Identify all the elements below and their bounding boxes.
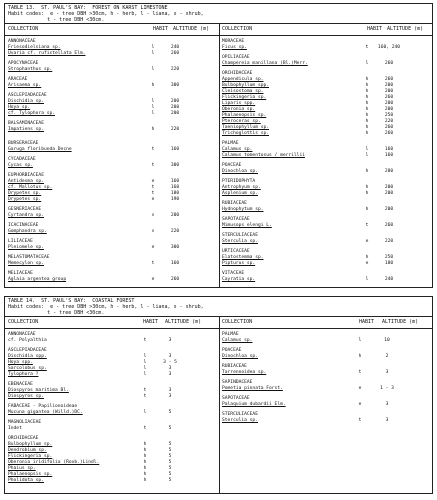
habit-code: l — [143, 410, 147, 415]
family-name: ASCLEPIADACEAE — [8, 348, 47, 353]
habit-code: h — [365, 89, 369, 94]
habit-code: h — [143, 454, 147, 459]
family-name: SAPINDACEAE — [222, 380, 253, 385]
habit-code: t — [151, 261, 155, 266]
header-altitude: ALTITUDE (m) — [173, 26, 210, 32]
altitude-value: 5 — [168, 478, 172, 483]
species-row — [5, 410, 219, 416]
habit-codes-line-1: Habit codes: e - tree DBH >30cm, h - herb, l - liana, s - shrub, — [8, 304, 204, 310]
habit-code: t — [143, 394, 147, 399]
altitude-value: 3 — [168, 388, 172, 393]
altitude-value: 260 — [384, 77, 394, 82]
species-name: Calamus sp. — [222, 147, 253, 152]
species-name: Mimusops elengi L. — [222, 223, 272, 228]
species-row — [5, 51, 219, 57]
altitude-value: 180 — [384, 261, 394, 266]
family-name: CYCADACEAE — [8, 157, 36, 162]
family-name: STERCULIACEAE — [222, 233, 258, 238]
habit-code: h — [365, 77, 369, 82]
species-name: Palaquium dubardii Elm. — [222, 402, 286, 407]
species-name: Sarcolobus sp. — [8, 366, 47, 371]
species-row — [5, 372, 219, 378]
species-name: Uvaria cf. rufistellata Elm. — [8, 51, 86, 56]
family-name: ANNONACEAE — [8, 39, 36, 44]
species-row — [219, 45, 432, 51]
family-name: FABACEAE - Papilionoideae — [8, 404, 78, 409]
altitude-value: 260 — [384, 61, 394, 66]
header-collection: COLLECTION — [8, 26, 39, 32]
species-row — [219, 61, 432, 67]
habit-code: h — [365, 95, 369, 100]
column-header — [5, 317, 219, 329]
habit-code: t — [358, 370, 362, 375]
altitude-value: 200 — [384, 185, 394, 190]
family-name: BURSERACEAE — [8, 141, 39, 146]
habit-codes-line-1: Habit codes: e - tree DBH >30cm, h - herb, l - liana, s - shrub, — [8, 11, 204, 17]
habit-code: h — [365, 83, 369, 88]
header-habit: HABIT — [153, 26, 169, 32]
habit-code: s — [151, 213, 155, 218]
altitude-value: 5 — [168, 410, 172, 415]
altitude-value: 5 — [168, 466, 172, 471]
species-row — [219, 386, 432, 392]
habit-code: e — [151, 197, 155, 202]
habit-code: s — [151, 229, 155, 234]
habit-code: h — [365, 255, 369, 260]
habit-code: l — [365, 61, 369, 66]
species-name: Antidesma sp. — [8, 179, 44, 184]
species-name: Pteroceras sp. — [222, 119, 261, 124]
family-name: GESNERIACEAE — [8, 207, 42, 212]
species-name: Dischidia sp. — [8, 99, 44, 104]
habit-code: h — [143, 448, 147, 453]
species-name: Bulbophyllum sp. — [8, 442, 53, 447]
habit-code: h — [143, 442, 147, 447]
habit-code: e — [365, 239, 369, 244]
habit-code: t — [151, 191, 155, 196]
species-row — [5, 478, 219, 484]
habit-code: h — [143, 460, 147, 465]
species-name: Elatostemma sp. — [222, 255, 264, 260]
species-name: Calamus tomentosus / merrillii — [222, 153, 305, 158]
family-name: OPILIACEAE — [222, 55, 250, 60]
species-name: Tarrennoidea sp. — [222, 370, 267, 375]
species-name: Mucuna gigantea (Willd.)DC. — [8, 410, 83, 415]
habit-code: h — [365, 125, 369, 130]
habit-code: e — [151, 245, 155, 250]
habit-code: l — [151, 51, 155, 56]
habit-code: l — [151, 105, 155, 110]
family-name: URTICACEAE — [222, 249, 250, 254]
altitude-value: 300 — [170, 83, 180, 88]
species-name: cf. Polyalthia — [8, 338, 47, 343]
habit-code: t — [143, 338, 147, 343]
species-name: Ficus sp. — [222, 45, 247, 50]
habit-codes-line-2: t - tree DBH <30cm. — [8, 17, 105, 23]
habit-code: t — [358, 418, 362, 423]
species-name: Indet — [8, 426, 22, 431]
habit-code: l — [365, 147, 369, 152]
species-name: Hoya spp. — [8, 360, 33, 365]
habit-code: l — [143, 372, 147, 377]
altitude-value: 200 — [170, 99, 180, 104]
altitude-value: 200 — [170, 105, 180, 110]
altitude-value: 300 — [170, 245, 180, 250]
species-name: Oberonia sp. — [222, 107, 256, 112]
species-name: Pleiomele sp. — [8, 245, 44, 250]
habit-code: h — [365, 107, 369, 112]
species-name: Oberonia iridifolia (Roxb.)Lindl. — [8, 460, 100, 465]
altitude-value: 260 — [384, 223, 394, 228]
species-row — [5, 127, 219, 133]
habit-code: l — [143, 360, 147, 365]
altitude-value: 180 — [170, 191, 180, 196]
altitude-value: 220 — [170, 127, 180, 132]
species-name: Drypetes sp. — [8, 197, 42, 202]
species-name: Diospyros maritima Bl. — [8, 388, 69, 393]
altitude-value: 200 — [384, 207, 394, 212]
altitude-value: 10 — [384, 338, 390, 343]
species-row — [219, 191, 432, 197]
habit-code: l — [151, 67, 155, 72]
family-name: ORCHIDACEAE — [222, 71, 253, 76]
species-name: Bulbophyllum spp. — [222, 83, 270, 88]
altitude-value: 220 — [384, 119, 394, 124]
species-name: cf. Tylophora sp. — [8, 111, 56, 116]
species-row — [219, 239, 432, 245]
habit-code: h — [365, 113, 369, 118]
species-name: Cyrtandra sp. — [8, 213, 44, 218]
species-row — [219, 402, 432, 408]
altitude-value: 160, 240 — [377, 45, 401, 50]
altitude-value: 1 - 3 — [380, 386, 394, 391]
species-name: Memecylon sp. — [8, 261, 44, 266]
table-14 — [4, 296, 433, 494]
species-row — [5, 197, 219, 203]
family-name: STERCULIACEAE — [222, 412, 258, 417]
altitude-value: 5 — [168, 454, 172, 459]
species-row — [219, 277, 432, 283]
altitude-value: 3 - 5 — [163, 360, 177, 365]
family-name: SAPOTACEAE — [222, 217, 250, 222]
altitude-value: 3 — [385, 402, 389, 407]
altitude-value: 5 — [168, 472, 172, 477]
habit-code: h — [143, 466, 147, 471]
species-name: Hydnophytum sp. — [222, 207, 264, 212]
species-name: Cayratia sp. — [222, 277, 256, 282]
right-column — [219, 317, 432, 493]
altitude-value: 160 — [384, 153, 394, 158]
habit-code: t — [151, 185, 155, 190]
habit-code: e — [365, 261, 369, 266]
altitude-value: 5 — [168, 448, 172, 453]
family-name: RUBIACEAE — [222, 201, 247, 206]
species-row — [219, 207, 432, 213]
species-name: Sterculia sp. — [222, 418, 258, 423]
habit-codes-line-2: t - tree DBH <30cm. — [8, 310, 105, 316]
family-name: APOCYNACEAE — [8, 61, 39, 66]
header-collection: COLLECTION — [8, 319, 39, 325]
species-row — [5, 426, 219, 432]
column-header — [219, 24, 432, 36]
family-name: MORACEAE — [222, 39, 245, 44]
altitude-value: 160 — [170, 185, 180, 190]
altitude-value: 260 — [384, 125, 394, 130]
family-name: PTERIDOPHYTA — [222, 179, 256, 184]
altitude-value: 5 — [168, 460, 172, 465]
species-row — [5, 111, 219, 117]
species-name: Pipturus sp. — [222, 261, 256, 266]
family-name: EUPHORBIACEAE — [8, 173, 44, 178]
species-name: Diospyros sp. — [8, 394, 44, 399]
species-row — [219, 338, 432, 344]
species-row — [219, 370, 432, 376]
species-row — [219, 131, 432, 137]
species-row — [5, 147, 219, 153]
species-row — [5, 338, 219, 344]
species-name: Trichoglottis sp. — [222, 131, 270, 136]
family-name: SAPOTACEAE — [222, 396, 250, 401]
altitude-value: 250 — [384, 113, 394, 118]
habit-code: h — [365, 185, 369, 190]
species-row — [219, 418, 432, 424]
header-altitude: ALTITUDE (m) — [382, 319, 419, 325]
altitude-value: 200 — [384, 191, 394, 196]
family-name: MELIACEAE — [8, 271, 33, 276]
family-name: POACEAE — [222, 348, 242, 353]
altitude-value: 200 — [170, 213, 180, 218]
altitude-value: 3 — [168, 366, 172, 371]
species-name: Drypetes sp. — [8, 191, 42, 196]
altitude-value: 3 — [168, 338, 172, 343]
family-name: LILIACEAE — [8, 239, 33, 244]
altitude-value: 160 — [170, 179, 180, 184]
altitude-value: 200 — [170, 111, 180, 116]
species-name: Antrophyum sp. — [222, 185, 261, 190]
species-name: Dendrobium sp. — [8, 448, 47, 453]
species-name: Champereia manillana (Bl.)Merr. — [222, 61, 308, 66]
family-name: MELASTOMATACEAE — [8, 255, 50, 260]
habit-code: h — [151, 83, 155, 88]
altitude-value: 220 — [384, 239, 394, 244]
family-name: POACEAE — [222, 163, 242, 168]
left-column — [5, 24, 220, 287]
species-row — [219, 354, 432, 360]
species-row — [5, 163, 219, 169]
family-name: ANNONACEAE — [8, 332, 36, 337]
habit-code: l — [151, 45, 155, 50]
family-name: MAGNOLIACEAE — [8, 420, 42, 425]
habit-code: t — [143, 426, 147, 431]
species-row — [219, 153, 432, 159]
species-name: Asplenium sp. — [222, 191, 258, 196]
species-row — [5, 213, 219, 219]
species-name: Strophanthus sp. — [8, 67, 53, 72]
species-name: Cleisostoma sp. — [222, 89, 264, 94]
species-row — [5, 245, 219, 251]
species-row — [219, 169, 432, 175]
species-row — [5, 229, 219, 235]
altitude-value: 160 — [170, 147, 180, 152]
right-column — [219, 24, 432, 287]
habit-code: e — [358, 402, 362, 407]
species-name: Aglaia argentea group — [8, 277, 67, 282]
species-name: Appendicula sp. — [222, 77, 264, 82]
altitude-value: 200 — [384, 107, 394, 112]
species-name: Flickingeria sp. — [8, 454, 53, 459]
altitude-value: 200 — [384, 83, 394, 88]
altitude-value: 3 — [385, 370, 389, 375]
table-caption — [5, 4, 432, 24]
habit-code: e — [151, 277, 155, 282]
habit-code: h — [365, 207, 369, 212]
habit-code: h — [365, 101, 369, 106]
species-name: Hoya sp. — [8, 105, 31, 110]
column-header — [219, 317, 432, 329]
table-caption — [5, 297, 432, 317]
altitude-value: 220 — [170, 229, 180, 234]
header-collection: COLLECTION — [222, 26, 253, 32]
altitude-value: 3 — [385, 418, 389, 423]
species-name: Tylophora ? — [8, 372, 39, 377]
species-name: Garuga floribunda Decne — [8, 147, 72, 152]
header-altitude: ALTITUDE (m) — [387, 26, 424, 32]
altitude-value: 2 — [385, 354, 389, 359]
habit-code: h — [151, 127, 155, 132]
habit-code: h — [143, 472, 147, 477]
altitude-value: 260 — [170, 277, 180, 282]
species-name: Calamus sp. — [222, 338, 253, 343]
altitude-value: 240 — [170, 45, 180, 50]
species-name: cf. Mallotus sp. — [8, 185, 53, 190]
habit-code: t — [151, 163, 155, 168]
family-name: EBENACEAE — [8, 382, 33, 387]
table-title: TABLE 14. ST. PAUL'S BAY: COASTAL FOREST — [8, 298, 135, 304]
species-name: Cycas sp. — [8, 163, 33, 168]
species-row — [5, 261, 219, 267]
altitude-value: 190 — [170, 197, 180, 202]
table-title: TABLE 13. ST. PAUL'S BAY: FOREST ON KARST LIMESTONE — [8, 5, 168, 11]
habit-code: e — [151, 179, 155, 184]
habit-code: l — [143, 366, 147, 371]
altitude-value: 5 — [168, 426, 172, 431]
header-altitude: ALTITUDE (m) — [165, 319, 202, 325]
species-name: Liparis spp. — [222, 101, 256, 106]
altitude-value: 260 — [170, 51, 180, 56]
header-habit: HABIT — [367, 26, 383, 32]
species-name: Pholidota sp. — [8, 478, 44, 483]
habit-code: t — [151, 147, 155, 152]
altitude-value: 3 — [168, 394, 172, 399]
column-header — [5, 24, 219, 36]
header-habit: HABIT — [359, 319, 375, 325]
left-column — [5, 317, 220, 493]
species-name: Pometia pinnata Forst. — [222, 386, 283, 391]
header-collection: COLLECTION — [222, 319, 253, 325]
species-row — [5, 67, 219, 73]
family-name: RUBIACEAE — [222, 364, 247, 369]
table-13 — [4, 3, 433, 288]
altitude-value: 250 — [384, 255, 394, 260]
species-name: Friesodielsiana sp. — [8, 45, 61, 50]
species-name: Impatiens sp. — [8, 127, 44, 132]
family-name: ARACEAE — [8, 77, 28, 82]
family-name: ASCLEPIADACEAE — [8, 93, 47, 98]
altitude-value: 240 — [384, 277, 394, 282]
header-habit: HABIT — [143, 319, 159, 325]
altitude-value: 220 — [170, 67, 180, 72]
family-name: ORCHIDACEAE — [8, 436, 39, 441]
habit-code: t — [365, 45, 369, 50]
habit-code: l — [365, 277, 369, 282]
altitude-value: 3 — [168, 372, 172, 377]
altitude-value: 3 — [168, 354, 172, 359]
altitude-value: 200 — [384, 89, 394, 94]
species-name: Dischidia spp. — [8, 354, 47, 359]
species-row — [5, 277, 219, 283]
habit-code: l — [143, 354, 147, 359]
altitude-value: 200 — [384, 101, 394, 106]
family-name: VITACEAE — [222, 271, 245, 276]
habit-code: e — [358, 386, 362, 391]
habit-code: t — [143, 388, 147, 393]
species-name: Taeniophyllum sp. — [222, 125, 270, 130]
habit-code: l — [365, 153, 369, 158]
habit-code: h — [365, 131, 369, 136]
family-name: PALMAE — [222, 141, 239, 146]
family-name: PALMAE — [222, 332, 239, 337]
altitude-value: 160 — [384, 147, 394, 152]
species-name: Sterculia sp. — [222, 239, 258, 244]
species-name: Phalaenopsis sp. — [222, 113, 267, 118]
family-name: ICACINACEAE — [8, 223, 39, 228]
habit-code: l — [358, 338, 362, 343]
altitude-value: 260 — [384, 95, 394, 100]
habit-code: h — [143, 478, 147, 483]
species-row — [219, 223, 432, 229]
habit-code: h — [365, 169, 369, 174]
altitude-value: 5 — [168, 442, 172, 447]
altitude-value: 160 — [170, 261, 180, 266]
species-name: Phalaenopsis sp. — [8, 472, 53, 477]
species-name: Phaius sp. — [8, 466, 36, 471]
altitude-value: 280 — [384, 169, 394, 174]
species-name: Arisaema sp. — [8, 83, 42, 88]
altitude-value: 260 — [384, 131, 394, 136]
habit-code: h — [365, 119, 369, 124]
habit-code: h — [365, 191, 369, 196]
altitude-value: 300 — [170, 163, 180, 168]
species-row — [5, 394, 219, 400]
species-row — [219, 261, 432, 267]
species-name: Gomphandra sp. — [8, 229, 47, 234]
family-name: BALSAMINACEAE — [8, 121, 44, 126]
species-name: Dinochloa sp. — [222, 354, 258, 359]
species-row — [5, 83, 219, 89]
habit-code: h — [358, 354, 362, 359]
habit-code: l — [151, 99, 155, 104]
habit-code: l — [151, 111, 155, 116]
species-name: Dinochloa sp. — [222, 169, 258, 174]
habit-code: t — [365, 223, 369, 228]
species-name: Flickingeria sp. — [222, 95, 267, 100]
